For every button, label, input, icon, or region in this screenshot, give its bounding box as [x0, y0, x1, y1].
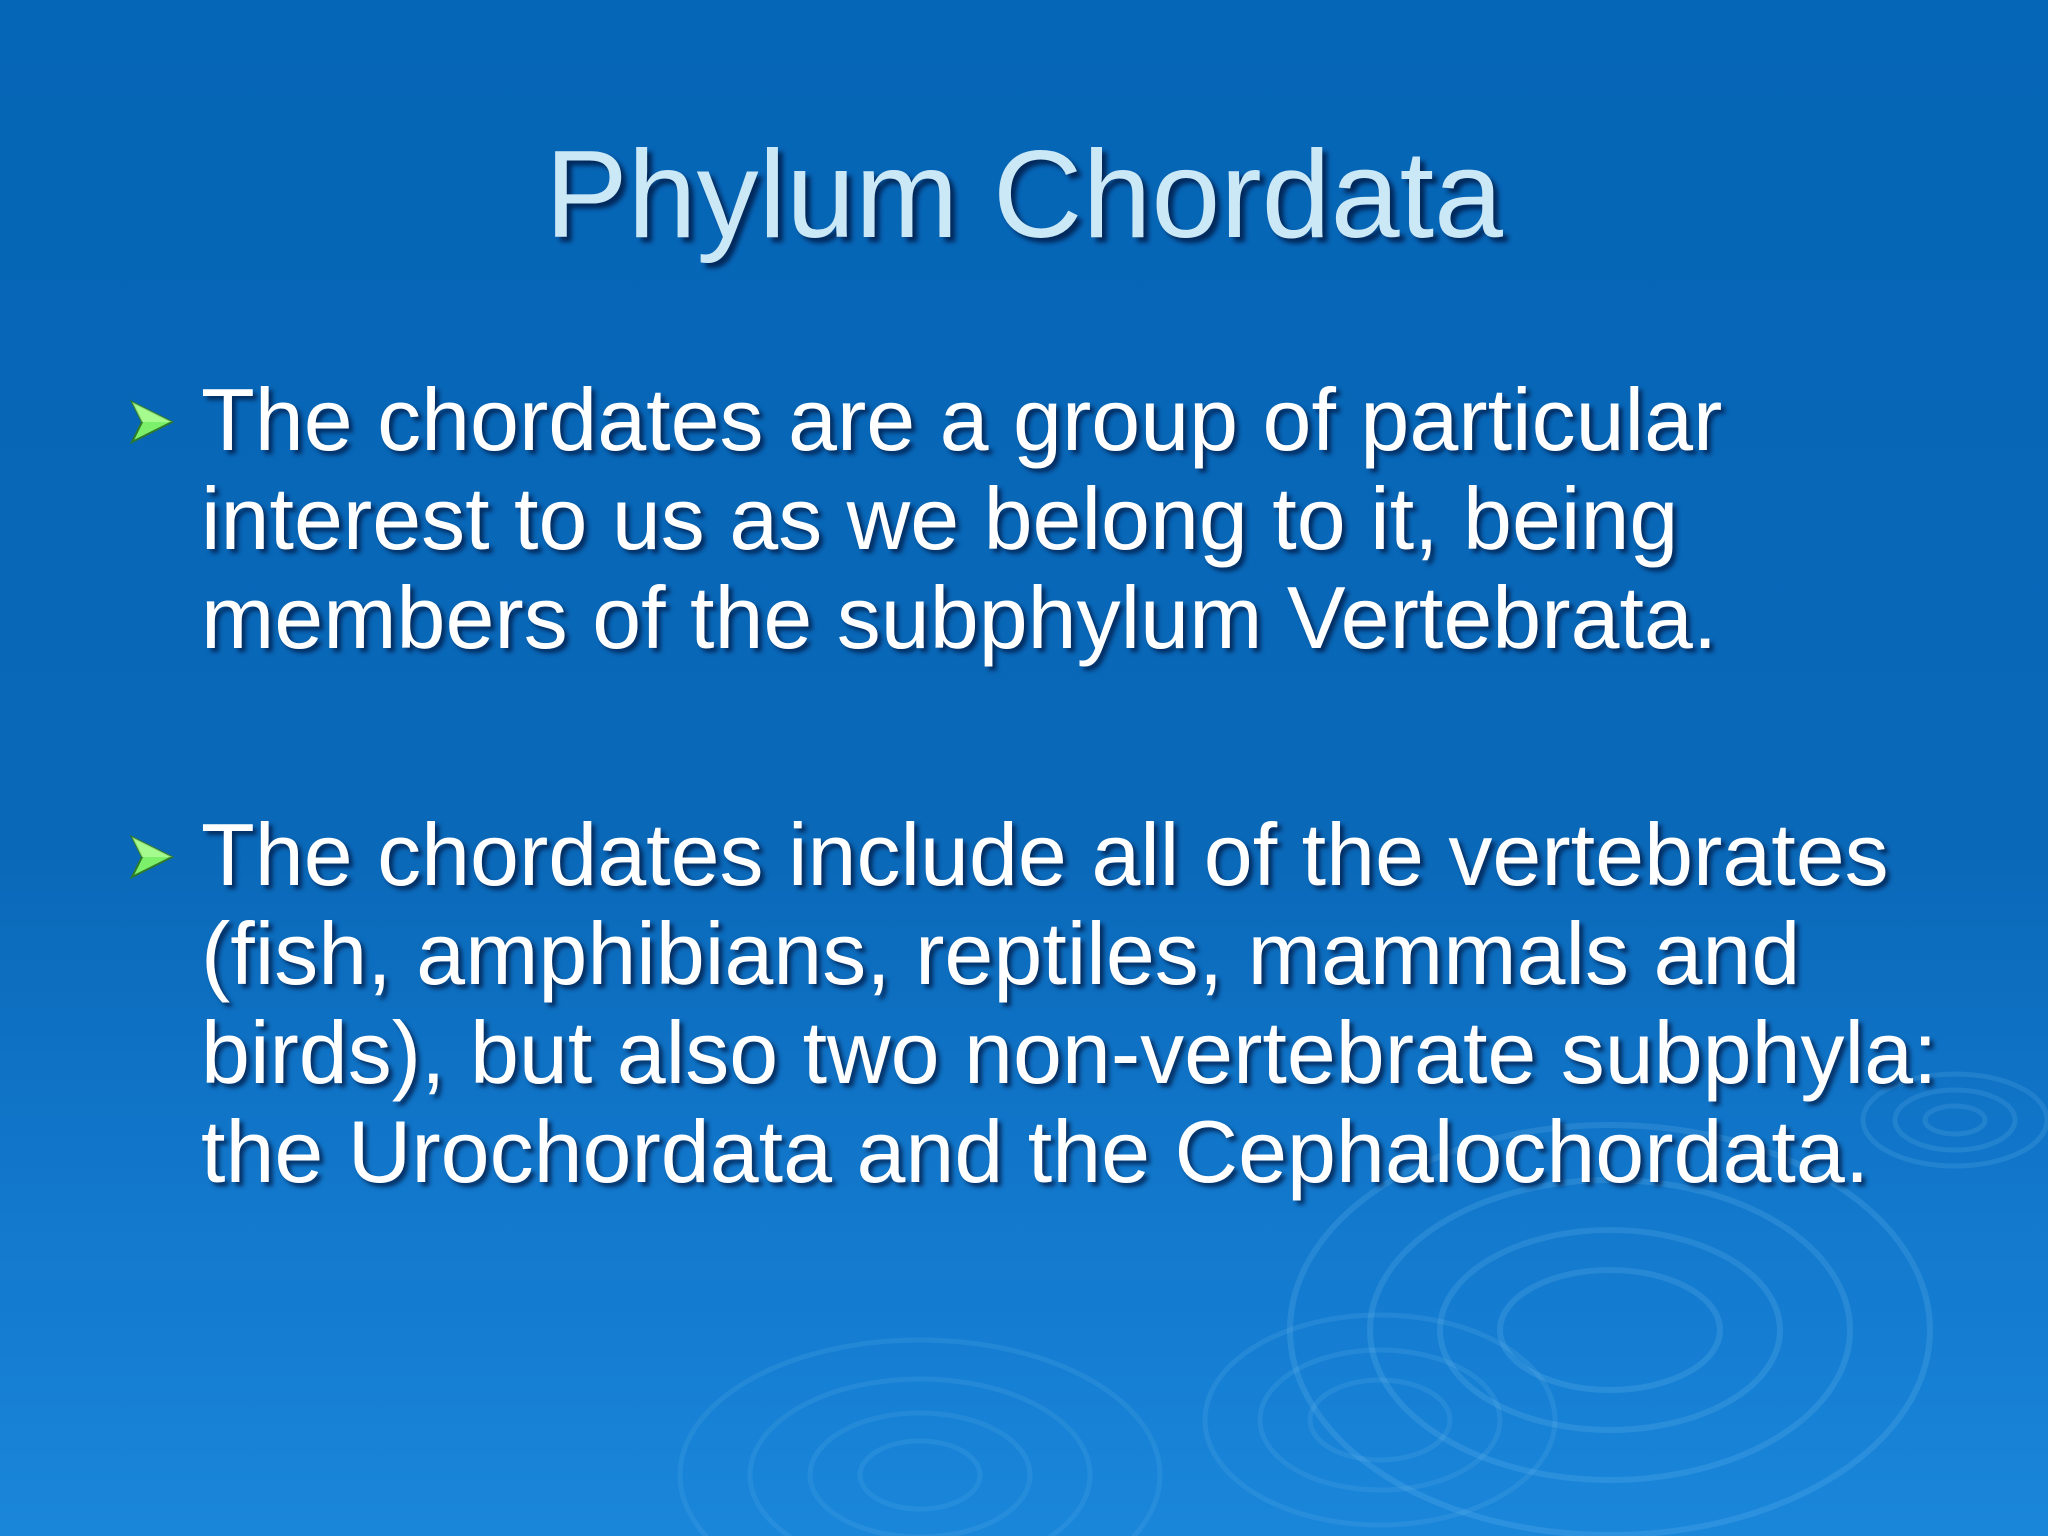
bullet-item — [128, 370, 1958, 667]
arrow-bullet-icon — [128, 398, 176, 446]
slide-title: Phylum Chordata — [544, 126, 1504, 264]
arrow-bullet-icon — [128, 833, 176, 881]
bullet-list — [128, 370, 1958, 1201]
bullet-item — [128, 805, 1958, 1201]
bullet-text: The chordates are a group of particular interest to us as we belong to it, being members of the subphylum Vertebrata. — [201, 370, 1723, 667]
bullet-text: The chordates include all of the vertebrates (fish, amphibians, reptiles, mammals and birds), but also two non-vertebrate subphyla: the Urochordata and the Cephalochordata. — [201, 805, 1938, 1201]
